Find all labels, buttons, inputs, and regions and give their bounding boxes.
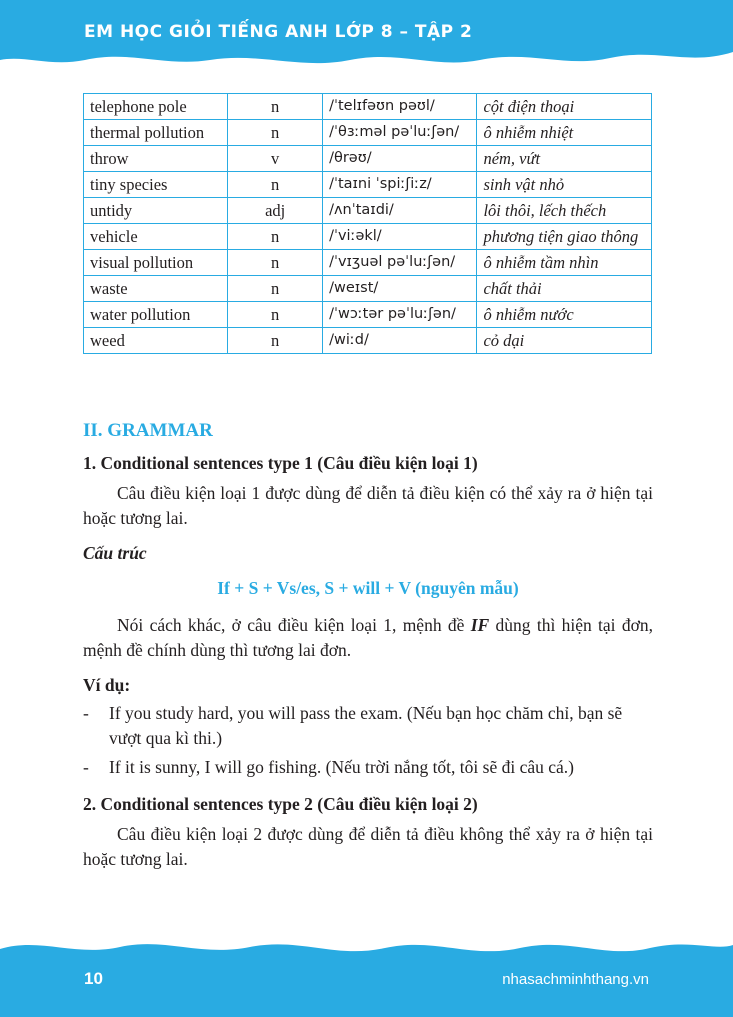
pos-cell: n — [228, 328, 323, 354]
grammar-section — [83, 418, 653, 877]
example-text: If you study hard, you will pass the exam. (Nếu bạn học chăm chỉ, bạn sẽ vượt qua kì thi.) — [109, 703, 623, 748]
word-cell: thermal pollution — [84, 120, 228, 146]
ipa-cell: /ˈvɪʒuəl pəˈluːʃən/ — [323, 250, 477, 276]
ipa-cell: /θrəʊ/ — [323, 146, 477, 172]
ipa-cell: /weɪst/ — [323, 276, 477, 302]
subsection-title-type1: 1. Conditional sentences type 1 (Câu điều kiện loại 1) — [83, 453, 478, 473]
pos-cell: v — [228, 146, 323, 172]
list-item — [83, 701, 653, 751]
ipa-cell: /ˈtelɪfəʊn pəʊl/ — [323, 94, 477, 120]
table-row — [84, 172, 652, 198]
note-text-1: Nói cách khác, ở câu điều kiện loại 1, mệnh đề — [117, 615, 471, 635]
pos-cell: n — [228, 250, 323, 276]
bullet-dash: - — [83, 757, 89, 777]
pos-cell: n — [228, 94, 323, 120]
pos-cell: n — [228, 172, 323, 198]
formula: If + S + Vs/es, S + will + V (nguyên mẫu) — [217, 578, 519, 598]
word-cell: tiny species — [84, 172, 228, 198]
word-cell: vehicle — [84, 224, 228, 250]
meaning-cell: chất thải — [477, 276, 652, 302]
word-cell: waste — [84, 276, 228, 302]
meaning-cell: cột điện thoại — [477, 94, 652, 120]
table-row — [84, 276, 652, 302]
page-header — [0, 0, 733, 75]
type1-note — [83, 613, 653, 663]
table-row — [84, 250, 652, 276]
ipa-cell: /ˈviːəkl/ — [323, 224, 477, 250]
meaning-cell: ném, vứt — [477, 146, 652, 172]
meaning-cell: ô nhiễm nước — [477, 302, 652, 328]
vocabulary-table — [83, 93, 652, 354]
ipa-cell: /ˈθɜːməl pəˈluːʃən/ — [323, 120, 477, 146]
list-item — [83, 755, 653, 780]
book-title: EM HỌC GIỎI TIẾNG ANH LỚP 8 – TẬP 2 — [84, 22, 473, 42]
ipa-cell: /ˈtaɪni ˈspiːʃiːz/ — [323, 172, 477, 198]
meaning-cell: lôi thôi, lếch thếch — [477, 198, 652, 224]
pos-cell: adj — [228, 198, 323, 224]
example-label: Ví dụ: — [83, 675, 131, 695]
structure-label: Cấu trúc — [83, 543, 147, 563]
table-row — [84, 302, 652, 328]
meaning-cell: sinh vật nhỏ — [477, 172, 652, 198]
table-row — [84, 146, 652, 172]
ipa-cell: /ʌnˈtaɪdi/ — [323, 198, 477, 224]
pos-cell: n — [228, 120, 323, 146]
table-row — [84, 224, 652, 250]
bullet-dash: - — [83, 703, 89, 723]
table-row — [84, 120, 652, 146]
meaning-cell: ô nhiễm nhiệt — [477, 120, 652, 146]
pos-cell: n — [228, 276, 323, 302]
ipa-cell: /wiːd/ — [323, 328, 477, 354]
word-cell: water pollution — [84, 302, 228, 328]
type1-intro: Câu điều kiện loại 1 được dùng để diễn tả điều kiện có thể xảy ra ở hiện tại hoặc tương lai. — [83, 483, 653, 528]
table-row — [84, 198, 652, 224]
example-text: If it is sunny, I will go fishing. (Nếu trời nắng tốt, tôi sẽ đi câu cá.) — [109, 757, 574, 777]
note-if-keyword: IF — [470, 615, 490, 635]
page-number: 10 — [84, 969, 103, 988]
word-cell: weed — [84, 328, 228, 354]
meaning-cell: ô nhiễm tầm nhìn — [477, 250, 652, 276]
table-row — [84, 328, 652, 354]
website-url: nhasachminhthang.vn — [502, 971, 649, 988]
subsection-title-type2: 2. Conditional sentences type 2 (Câu điều kiện loại 2) — [83, 794, 478, 814]
section-heading: II. GRAMMAR — [83, 420, 213, 441]
ipa-cell: /ˈwɔːtər pəˈluːʃən/ — [323, 302, 477, 328]
table-row — [84, 94, 652, 120]
type2-intro: Câu điều kiện loại 2 được dùng để diễn tả điều không thể xảy ra ở hiện tại hoặc tương lai. — [83, 824, 653, 869]
word-cell: throw — [84, 146, 228, 172]
note-text-2: dùng thì hiện tại đơn, mệnh đề chính dùng thì tương lai đơn. — [83, 615, 653, 660]
meaning-cell: phương tiện giao thông — [477, 224, 652, 250]
word-cell: untidy — [84, 198, 228, 224]
word-cell: visual pollution — [84, 250, 228, 276]
pos-cell: n — [228, 224, 323, 250]
meaning-cell: cỏ dại — [477, 328, 652, 354]
pos-cell: n — [228, 302, 323, 328]
word-cell: telephone pole — [84, 94, 228, 120]
